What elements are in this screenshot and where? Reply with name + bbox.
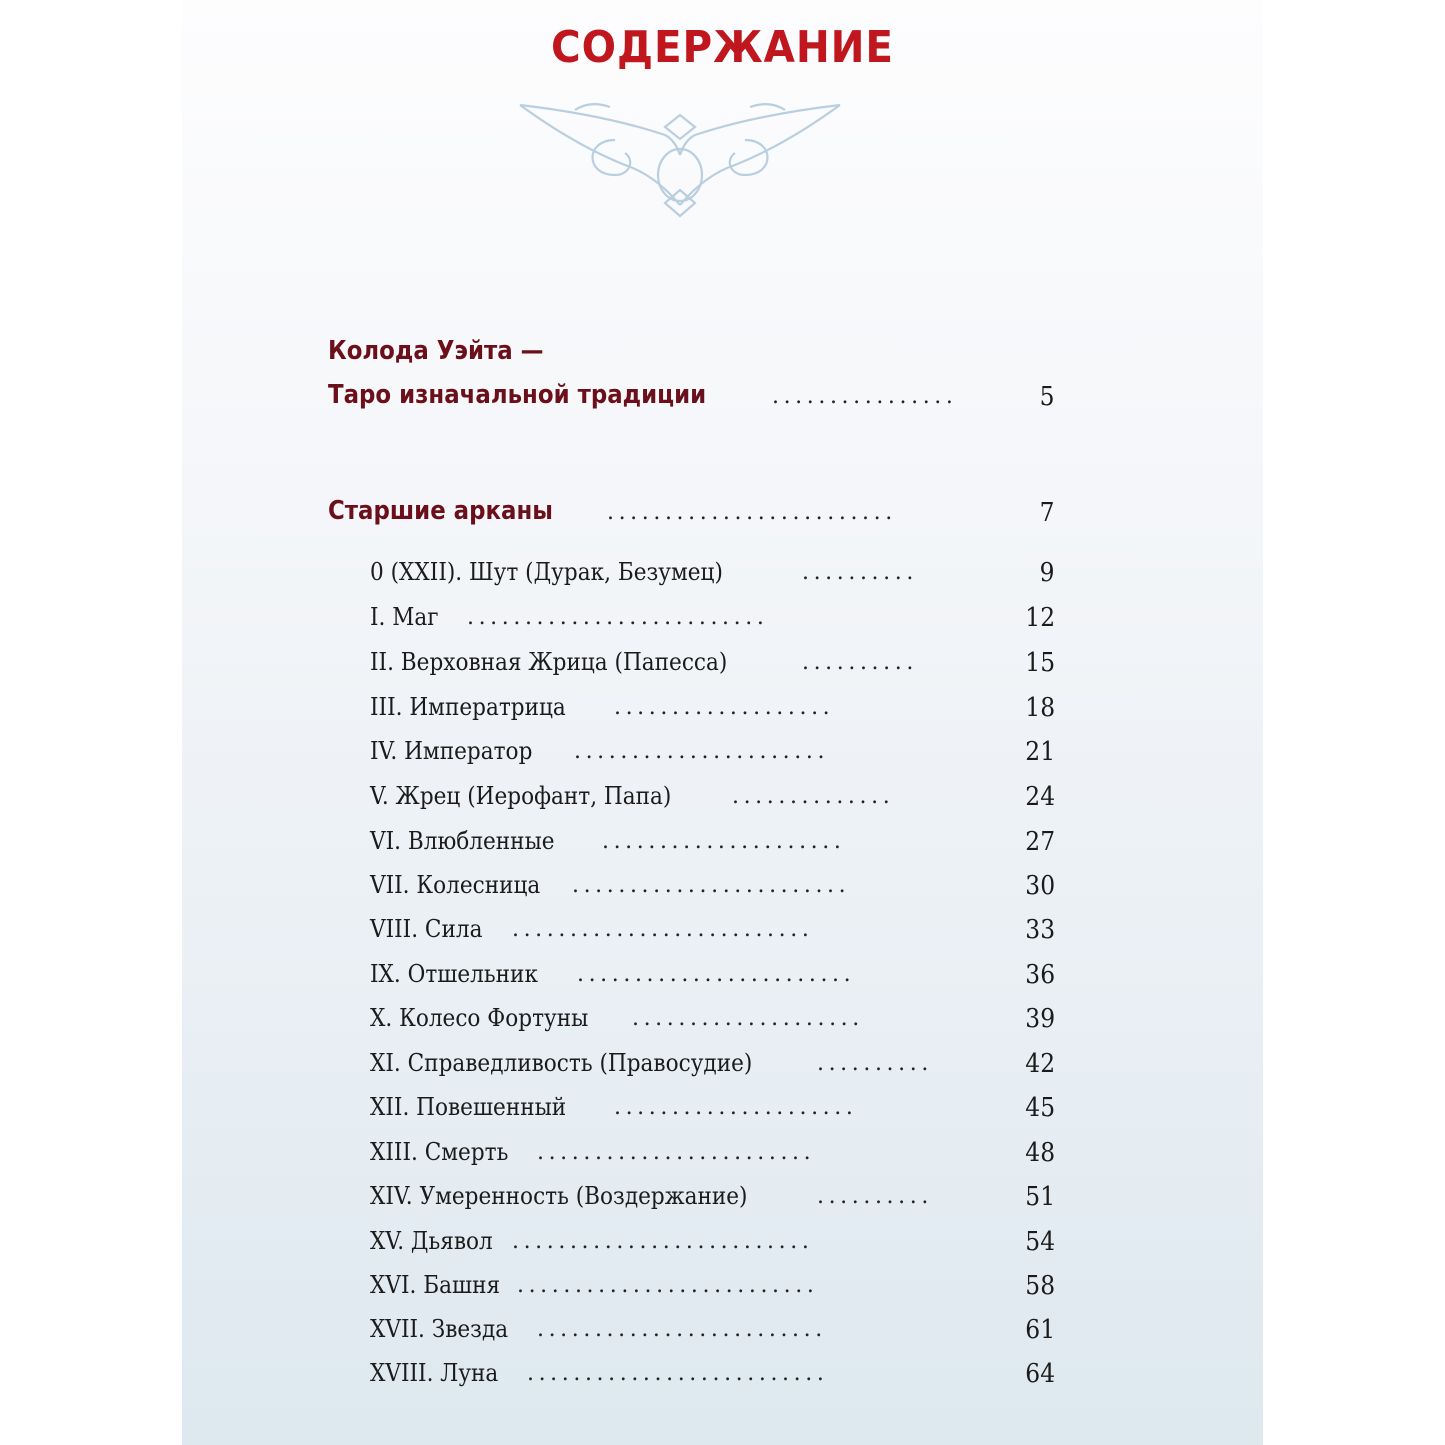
toc-entry[interactable]: [182, 1359, 1263, 1403]
toc-section[interactable]: [182, 378, 1263, 422]
page-number: 15: [1025, 648, 1055, 678]
entry-title: I. Маг: [370, 603, 439, 631]
book-page: [182, 0, 1263, 1445]
toc-entry[interactable]: [182, 558, 1263, 602]
dot-leader: .....................: [602, 829, 846, 854]
page-number: 7: [1040, 498, 1055, 528]
dot-leader: ..........................: [512, 917, 814, 942]
dot-leader: ....................: [632, 1006, 864, 1031]
page-number: 24: [1025, 782, 1055, 812]
entry-title: XIII. Смерть: [370, 1138, 509, 1166]
toc-entry[interactable]: [182, 693, 1263, 737]
dot-leader: .....................: [614, 1095, 858, 1120]
entry-title: XII. Повешенный: [370, 1093, 567, 1121]
page-number: 48: [1025, 1138, 1055, 1168]
page-number: 54: [1025, 1227, 1055, 1257]
entry-title: XV. Дьявол: [370, 1227, 493, 1255]
dot-leader: ..........................: [517, 1273, 819, 1298]
entry-title: XIV. Умеренность (Воздержание): [370, 1182, 748, 1210]
page-number: 36: [1025, 960, 1055, 990]
entry-title: 0 (XXII). Шут (Дурак, Безумец): [370, 558, 723, 586]
dot-leader: ..........: [817, 1184, 933, 1209]
dot-leader: ..........................: [512, 1229, 814, 1254]
toc-entry[interactable]: [182, 827, 1263, 871]
dot-leader: ........................: [572, 873, 851, 898]
dot-leader: ........................: [577, 962, 856, 987]
page-number: 61: [1025, 1315, 1055, 1345]
section-title-line1: Колода Уэйта —: [328, 336, 544, 366]
toc-entry[interactable]: [182, 603, 1263, 647]
entry-title: VIII. Сила: [370, 915, 483, 943]
entry-title: V. Жрец (Иерофант, Папа): [370, 782, 672, 810]
page-number: 21: [1025, 737, 1055, 767]
page-number: 58: [1025, 1271, 1055, 1301]
toc-entry[interactable]: [182, 1227, 1263, 1271]
page-number: 39: [1025, 1004, 1055, 1034]
toc-entry[interactable]: [182, 1049, 1263, 1093]
table-of-contents: [182, 0, 1263, 1445]
section-title-line2: Таро изначальной традиции: [328, 380, 707, 410]
toc-entry[interactable]: [182, 737, 1263, 781]
dot-leader: ...................: [614, 695, 835, 720]
page-number: 12: [1025, 603, 1055, 633]
entry-title: VII. Колесница: [370, 871, 541, 899]
page-number: 18: [1025, 693, 1055, 723]
dot-leader: ......................: [574, 739, 830, 764]
dot-leader: ..............: [732, 784, 895, 809]
toc-entry[interactable]: [182, 1004, 1263, 1048]
dot-leader: ..........: [802, 650, 918, 675]
entry-title: II. Верховная Жрица (Папесса): [370, 648, 728, 676]
entry-title: X. Колесо Фортуны: [370, 1004, 589, 1032]
page-title: СОДЕРЖАНИЕ: [551, 22, 894, 73]
toc-section[interactable]: [182, 334, 1263, 378]
section-title: Старшие арканы: [328, 496, 553, 526]
page-number: 5: [1040, 382, 1055, 412]
entry-title: XVI. Башня: [370, 1271, 501, 1299]
toc-entry[interactable]: [182, 1093, 1263, 1137]
page-number: 45: [1025, 1093, 1055, 1123]
toc-entry[interactable]: [182, 648, 1263, 692]
entry-title: XVII. Звезда: [370, 1315, 509, 1343]
toc-entry[interactable]: [182, 871, 1263, 915]
entry-title: III. Императрица: [370, 693, 566, 721]
entry-title: XI. Справедливость (Правосудие): [370, 1049, 753, 1077]
dot-leader: ..........: [817, 1051, 933, 1076]
dot-leader: ........................: [537, 1140, 816, 1165]
dot-leader: ..........: [802, 560, 918, 585]
page-number: 33: [1025, 915, 1055, 945]
dot-leader: .........................: [537, 1317, 827, 1342]
page-number: 27: [1025, 827, 1055, 857]
page-number: 9: [1040, 558, 1055, 588]
dot-leader: ................: [772, 384, 958, 409]
page-number: 42: [1025, 1049, 1055, 1079]
toc-section[interactable]: [182, 494, 1263, 538]
entry-title: IX. Отшельник: [370, 960, 538, 988]
entry-title: VI. Влюбленные: [370, 827, 555, 855]
toc-entry[interactable]: [182, 915, 1263, 959]
toc-entry[interactable]: [182, 1182, 1263, 1226]
entry-title: IV. Император: [370, 737, 533, 765]
page-number: 64: [1025, 1359, 1055, 1389]
entry-title: XVIII. Луна: [370, 1359, 499, 1387]
toc-entry[interactable]: [182, 1315, 1263, 1359]
toc-entry[interactable]: [182, 1271, 1263, 1315]
toc-entry[interactable]: [182, 960, 1263, 1004]
dot-leader: ..........................: [467, 605, 769, 630]
page-number: 51: [1025, 1182, 1055, 1212]
dot-leader: .........................: [607, 500, 897, 525]
dot-leader: ..........................: [527, 1361, 829, 1386]
toc-entry[interactable]: [182, 782, 1263, 826]
toc-entry[interactable]: [182, 1138, 1263, 1182]
page-number: 30: [1025, 871, 1055, 901]
